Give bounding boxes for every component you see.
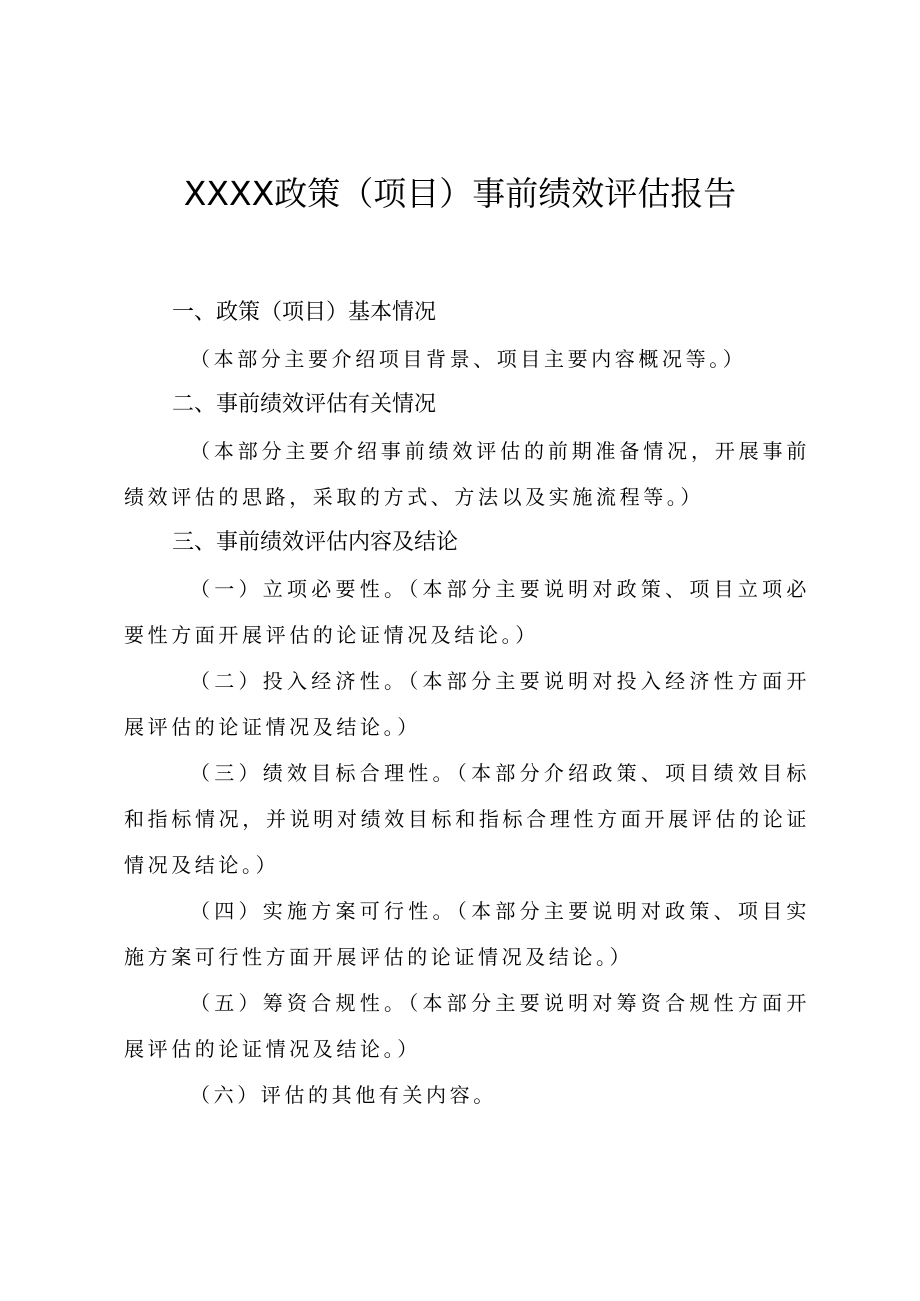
section-evaluation-content <box>124 520 810 1118</box>
section-paragraph: （五）筹资合规性。（本部分主要说明对筹资合规性方面开展评估的论证情况及结论。） <box>124 991 810 1061</box>
section-paragraph: （二）投入经济性。（本部分主要说明对投入经济性方面开展评估的论证情况及结论。） <box>124 669 810 739</box>
document-title: XXXX政策（项目）事前绩效评估报告 <box>183 174 737 213</box>
section-paragraph: （本部分主要介绍事前绩效评估的前期准备情况，开展事前绩效评估的思路，采取的方式、方法以及实施流程等。） <box>124 439 810 509</box>
section-heading: 三、事前绩效评估内容及结论 <box>172 530 459 555</box>
section-paragraph: （四）实施方案可行性。（本部分主要说明对政策、项目实施方案可行性方面开展评估的论证情况及结论。） <box>124 899 810 969</box>
section-paragraph: （三）绩效目标合理性。（本部分介绍政策、项目绩效目标和指标情况，并说明对绩效目标和指标合理性方面开展评估的论证情况及结论。） <box>124 761 810 877</box>
document-body <box>124 290 810 1118</box>
section-heading: 二、事前绩效评估有关情况 <box>172 392 437 417</box>
section-paragraph: （本部分主要介绍项目背景、项目主要内容概况等。） <box>190 347 747 371</box>
section-evaluation-info <box>124 382 810 520</box>
section-heading: 一、政策（项目）基本情况 <box>172 300 437 325</box>
section-paragraph: （六）评估的其他有关内容。 <box>190 1083 497 1107</box>
section-paragraph: （一）立项必要性。（本部分主要说明对政策、项目立项必要性方面开展评估的论证情况及结论。） <box>124 577 810 647</box>
section-basic-info <box>124 290 810 382</box>
